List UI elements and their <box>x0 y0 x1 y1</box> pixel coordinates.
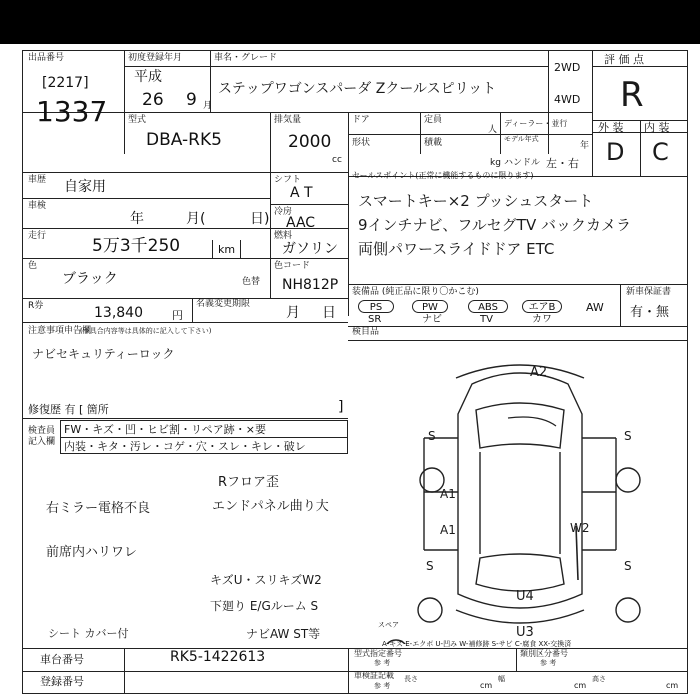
dealer-label: ディーラー・並行 <box>504 119 568 128</box>
capacity-unit: 人 <box>488 125 498 135</box>
remark-3: 右ミラー電格不良 <box>46 501 151 516</box>
remark-8: ナビAW ST等 <box>246 627 321 641</box>
deadline-month: 月 <box>286 305 300 321</box>
equip-navi: ナビ <box>422 314 442 325</box>
diagram-legend: A-キズ E-エクボ U-凹み W-補修跡 S-サビ C-腐食 XX-交換済 <box>382 640 572 648</box>
model-year-label: モデル年式 <box>504 135 539 143</box>
color-code-value: NH812P <box>282 277 339 293</box>
spare-label: スペア <box>378 621 399 629</box>
equip-tv: TV <box>480 314 493 325</box>
diagram-label: 検目品 <box>352 327 380 337</box>
remark-5: キズU・スリキズW2 <box>210 573 322 587</box>
load-label: 積載 <box>424 138 443 148</box>
checklist-2: 内装・キタ・汚レ・コゲ・穴・スレ・キレ・破レ <box>64 440 306 453</box>
dim-length-unit: cm <box>480 681 493 690</box>
dim-height-unit: cm <box>666 681 679 690</box>
score-value: R <box>620 75 644 115</box>
repair-label: 修復歴 有 [ 箇所 <box>28 403 109 416</box>
equip-airbag: エアB <box>522 300 562 313</box>
inspection-year: 年 <box>130 211 144 227</box>
remark-7: シート カバー付 <box>48 627 129 640</box>
first-reg-label: 初度登録年月 <box>128 53 183 63</box>
dim-height: 高さ <box>592 675 606 683</box>
handle-label: ハンドル <box>504 158 541 168</box>
color-change-label: 色替 <box>242 277 261 287</box>
shape-label: 形状 <box>352 138 371 148</box>
recycle-unit: 円 <box>172 309 183 322</box>
lot-number: 1337 <box>36 95 108 128</box>
mark-a1-upper: A1 <box>440 487 456 501</box>
deadline-label: 名義変更期限 <box>196 299 251 309</box>
recycle-label: R券 <box>28 301 44 311</box>
sales-point-1: スマートキー×2 プッシュスタート <box>358 192 594 210</box>
mark-s-fl: S <box>428 429 436 443</box>
color-label: 色 <box>28 261 38 271</box>
mileage-value: 5万3千250 <box>92 236 181 256</box>
checklist-1: FW・キズ・凹・ヒビ割・リペア跡・×要 <box>64 423 266 436</box>
score-label: 評 価 点 <box>604 53 644 66</box>
caution-text: ナビセキュリティーロック <box>32 347 175 361</box>
repair-end: ] <box>338 399 344 415</box>
shift-value: A T <box>290 185 313 201</box>
equip-ps: PS <box>358 300 394 313</box>
mark-a1-lower: A1 <box>440 523 456 537</box>
chassis-value: RK5-1422613 <box>170 649 266 665</box>
remark-6: 下廻り E/Gルーム S <box>210 599 319 613</box>
dim-length: 長さ <box>404 675 418 683</box>
month-unit: 月 <box>203 101 213 111</box>
reg-year: 26 <box>142 90 164 110</box>
inspector-label: 検査員記入欄 <box>28 426 56 447</box>
chassis-label: 車台番号 <box>40 653 84 666</box>
auction-sheet <box>0 44 700 700</box>
capacity-label: 定員 <box>424 115 443 125</box>
inspection-day: 日) <box>250 211 270 227</box>
dim-width: 幅 <box>498 675 505 683</box>
type-cert-label: 型式指定番号 <box>354 649 402 658</box>
equip-pw: PW <box>412 300 448 313</box>
model-name: ステップワゴンスパーダ Zクールスピリット <box>218 81 497 97</box>
sales-point-2: 9インチナビ、フルセグTV バックカメラ <box>358 216 631 234</box>
sales-point-3: 両側パワースライドドア ETC <box>358 240 555 258</box>
type-label: 型式 <box>128 115 147 125</box>
cert-label: 車検証記載 <box>354 671 394 680</box>
type-value: DBA-RK5 <box>146 130 222 150</box>
inspection-month: 月( <box>186 211 206 227</box>
fuel-value: ガソリン <box>282 241 338 257</box>
interior-grade: C <box>652 138 669 166</box>
mark-u4: U4 <box>516 589 534 604</box>
displacement-value: 2000 <box>288 132 332 152</box>
kg-label: kg <box>490 158 501 168</box>
remark-4: 前席内ハリワレ <box>46 545 138 560</box>
sales-points-label: セールスポイント(正常に機能するものに限ります) <box>352 171 534 180</box>
mark-u3: U3 <box>516 625 534 640</box>
model-name-label: 車名・グレード <box>214 53 278 63</box>
handle-value: 左・右 <box>546 157 579 170</box>
reg-month: 9 <box>186 90 197 110</box>
year-unit: 年 <box>580 141 590 151</box>
mark-s-fr: S <box>624 429 632 443</box>
warranty-value: 有・無 <box>630 305 670 320</box>
era: 平成 <box>134 69 162 85</box>
mark-s-rr: S <box>624 559 632 573</box>
exterior-label: 外 装 <box>598 121 624 134</box>
mark-w2: W2 <box>570 521 590 535</box>
displacement-unit: cc <box>332 155 342 165</box>
class-sub: 参 考 <box>540 659 557 667</box>
cert-sub: 参 考 <box>374 682 391 690</box>
drive-4wd: 4WD <box>554 93 581 106</box>
caution-label: 注意事項申告欄 <box>28 326 92 336</box>
mark-s-rl: S <box>426 559 434 573</box>
exterior-grade: D <box>606 138 625 166</box>
history-value: 自家用 <box>64 179 106 195</box>
equip-leather: カワ <box>532 314 552 325</box>
warranty-label: 新車保証書 <box>626 287 672 297</box>
inspection-label: 車検 <box>28 201 47 211</box>
lot-code: [2217] <box>42 75 89 91</box>
shift-label: シフト <box>274 175 302 185</box>
equip-aw: AW <box>586 301 604 314</box>
color-code-label: 色コード <box>274 261 311 271</box>
ac-label: 冷房 <box>274 207 293 217</box>
equip-abs: ABS <box>468 300 508 313</box>
remark-2: エンドパネル曲り大 <box>212 499 329 514</box>
remark-1: Rフロア歪 <box>218 475 280 490</box>
type-cert-sub: 参 考 <box>374 659 391 667</box>
reg-label: 登録番号 <box>40 675 84 688</box>
mileage-unit: km <box>218 243 236 256</box>
history-label: 車歴 <box>28 175 47 185</box>
door-label: ドア <box>352 115 370 125</box>
drive-2wd: 2WD <box>554 61 581 74</box>
lot-label: 出品番号 <box>28 53 65 63</box>
caution-sub: (不具合内容等は具体的に記入して下さい) <box>80 327 212 335</box>
mark-a2: A2 <box>530 365 548 380</box>
equip-sr: SR <box>368 314 382 325</box>
mileage-label: 走行 <box>28 231 47 241</box>
dim-width-unit: cm <box>574 681 587 690</box>
class-label: 類別区分番号 <box>520 649 568 658</box>
displacement-label: 排気量 <box>274 115 302 125</box>
fuel-label: 燃料 <box>274 231 293 241</box>
interior-label: 内 装 <box>644 121 670 134</box>
equipment-label: 装備品 (純正品に限り〇かこむ) <box>352 287 479 297</box>
color-value: ブラック <box>62 271 118 287</box>
ac-value: AAC <box>286 215 316 231</box>
recycle-value: 13,840 <box>94 305 143 321</box>
deadline-day: 日 <box>322 305 336 321</box>
